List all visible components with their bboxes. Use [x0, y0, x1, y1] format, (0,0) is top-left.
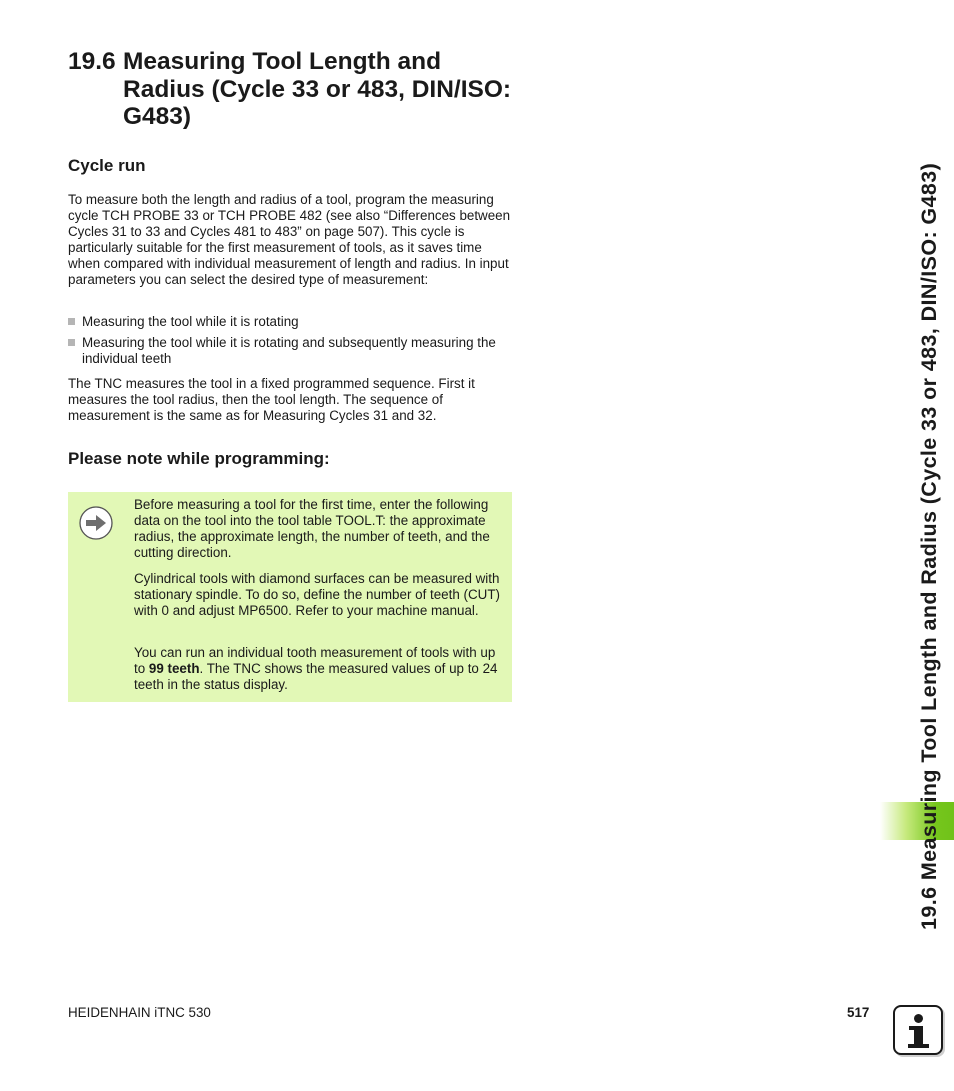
bullet-square-icon: [68, 339, 75, 346]
note-p3-emphasis: 99 teeth: [148, 661, 200, 676]
footer-product: HEIDENHAIN iTNC 530: [68, 1005, 211, 1020]
note-paragraph-3: [134, 645, 506, 693]
section-number: 19.6: [68, 48, 116, 75]
note-p3-start: You can run an individual tooth measurement of tools with up to: [134, 645, 496, 676]
sequence-paragraph: The TNC measures the tool in a fixed programmed sequence. First it measures the tool radius, then the tool length. The sequence of measurement is the same as for Measuring Cycles 31 and 32.: [68, 376, 475, 423]
note-paragraph-2: Cylindrical tools with diamond surfaces can be measured with stationary spindle. To do so, define the number of teeth (CUT) with 0 and adjust MP6500. Refer to your machine manual.: [134, 571, 500, 618]
info-icon-dot: [914, 1014, 923, 1023]
cycle-run-heading: Cycle run: [68, 156, 146, 175]
note-heading: Please note while programming:: [68, 449, 330, 468]
note-p3-end: . The TNC shows the measured values of up to 24 teeth in the status display.: [134, 661, 498, 692]
info-icon: [893, 1005, 943, 1055]
page-title: [68, 48, 528, 131]
note-paragraph-1: Before measuring a tool for the first time, enter the following data on the tool into the tool table TOOL.T: the approximate radius, the approximate length, the number of teeth, and the cutting direction.: [134, 497, 490, 560]
side-running-title: 19.6 Measuring Tool Length and Radius (Cycle 33 or 483, DIN/ISO: G483): [917, 162, 941, 930]
info-icon-stem: [914, 1026, 923, 1046]
note-box: [68, 492, 512, 702]
list-item: [68, 335, 513, 367]
section-title: Measuring Tool Length and Radius (Cycle 33 or 483, DIN/ISO: G483): [123, 48, 512, 130]
list-item: [68, 314, 513, 330]
bullet-square-icon: [68, 318, 75, 325]
bullet-text: Measuring the tool while it is rotating and subsequently measuring the individual teeth: [82, 335, 496, 366]
bullet-text: Measuring the tool while it is rotating: [82, 314, 299, 329]
info-icon-base: [908, 1044, 929, 1048]
arrow-right-icon: [79, 506, 113, 540]
page-number: 517: [847, 1005, 870, 1020]
cycle-run-intro: To measure both the length and radius of a tool, program the measuring cycle TCH PROBE 33 or TCH PROBE 482 (see also “Differences between Cycles 31 to 33 and Cycles 481 to 483” on page 507). This cycle is particularly suitable for the first measurement of tools, as it saves time when compared with individual measurement of length and radius. In input parameters you can select the desired type of measurement:: [68, 192, 511, 287]
